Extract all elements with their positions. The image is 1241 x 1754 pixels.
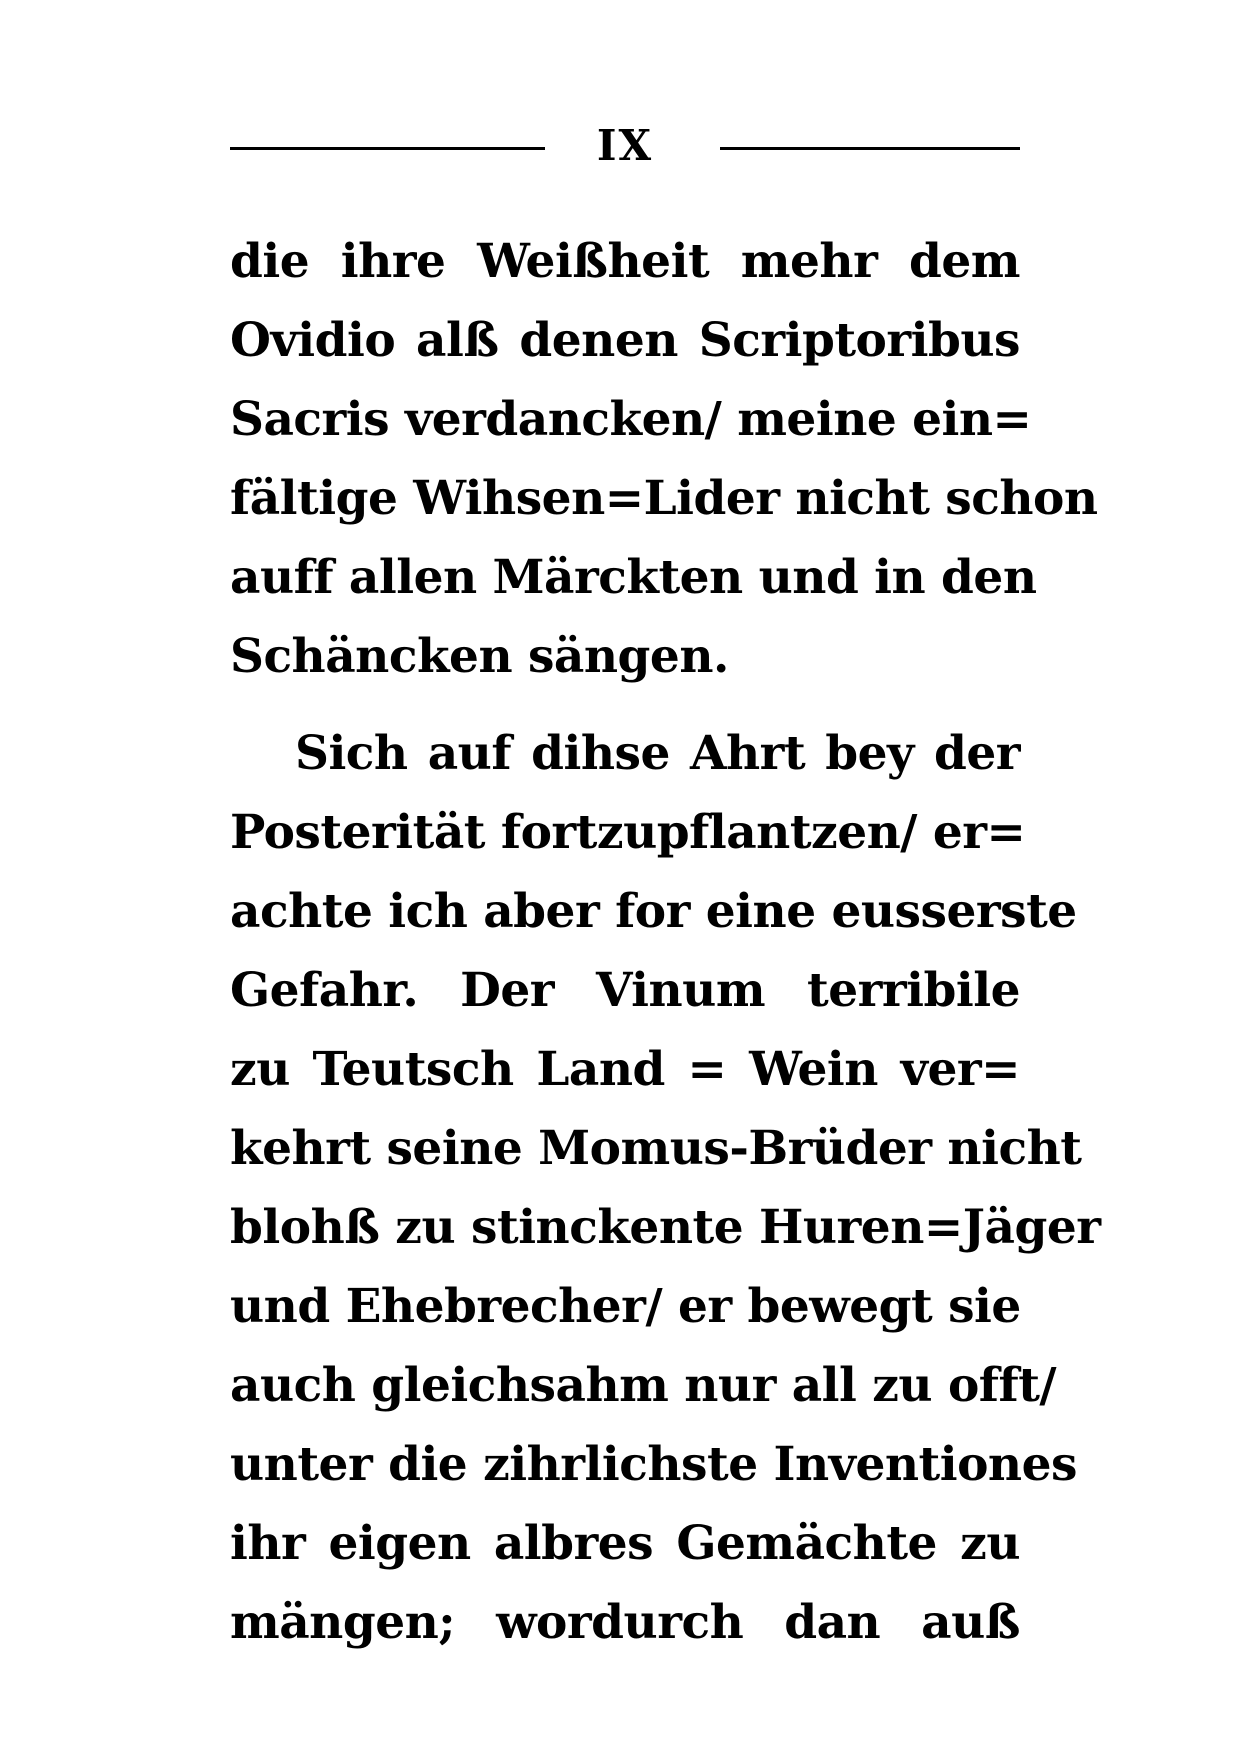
page-header [230, 122, 1020, 170]
text-line: mängen; wordurch dan auß [230, 1595, 1020, 1650]
text-line: Sacris verdancken/ meine ein= [230, 392, 1032, 447]
text-line: kehrt seine Momus-Brüder nicht [230, 1121, 1082, 1176]
text-line: Posterität fortzupflantzen/ er= [230, 805, 1026, 860]
text-line: auch gleichsahm nur all zu offt/ [230, 1358, 1057, 1413]
header-rule-right [720, 147, 1020, 150]
text-line: und Ehebrecher/ er bewegt sie [230, 1279, 1021, 1334]
text-line: zu Teutsch Land = Wein ver= [230, 1042, 1020, 1097]
page-number: IX [596, 121, 654, 170]
text-line: fältige Wihsen=Lider nicht schon [230, 471, 1098, 526]
text-line: auff allen Märckten und in den [230, 550, 1037, 605]
text-line: Gefahr. Der Vinum terribile [230, 963, 1020, 1018]
paragraph-2 [230, 714, 1101, 1662]
text-line: Sich auf dihse Ahrt bey der [295, 726, 1020, 781]
text-line: ihr eigen albres Gemächte zu [230, 1516, 1020, 1571]
text-line: blohß zu stinckente Huren=Jäger [230, 1200, 1101, 1255]
text-line: achte ich aber for eine eusserste [230, 884, 1077, 939]
text-line: die ihre Weißheit mehr dem [230, 234, 1020, 289]
paragraph-1 [230, 222, 1098, 696]
text-line: Schäncken sängen. [230, 629, 729, 684]
text-line: unter die zihrlichste Inventiones [230, 1437, 1077, 1492]
text-line: Ovidio alß denen Scriptoribus [230, 313, 1020, 368]
